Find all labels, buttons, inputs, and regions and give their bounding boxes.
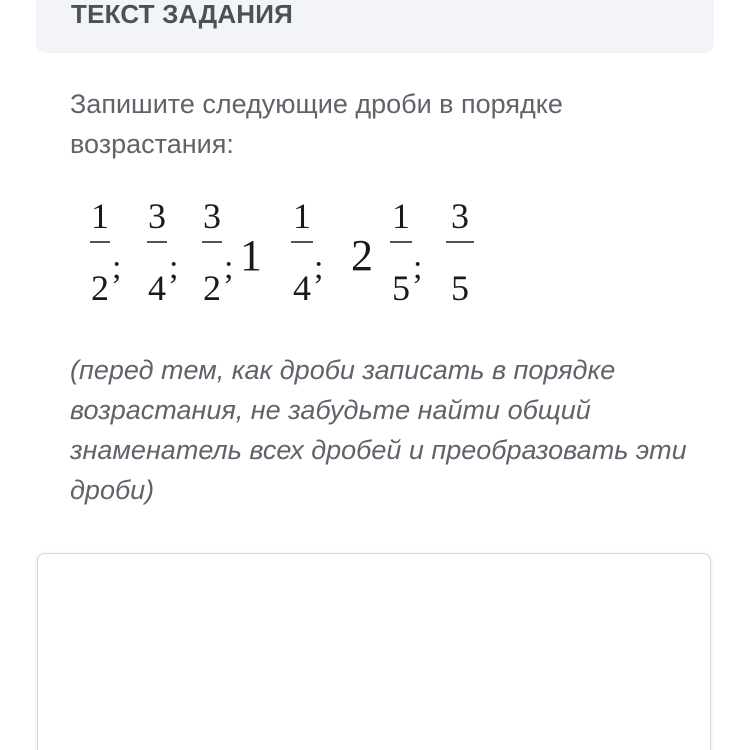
fraction-3-separator: ;	[224, 249, 234, 286]
fraction-1-denominator: 2	[91, 268, 109, 308]
fraction-6	[446, 196, 474, 308]
fraction-1-numerator: 1	[91, 196, 109, 236]
fraction-3-numerator: 3	[203, 196, 221, 236]
fraction-5-denominator: 5	[392, 268, 410, 308]
fraction-4-whole: 1	[240, 231, 262, 280]
fraction-3	[202, 196, 233, 308]
fractions-formula	[78, 196, 498, 316]
fraction-5-numerator: 1	[392, 196, 410, 236]
fraction-6-numerator: 3	[451, 196, 469, 236]
fraction-2-numerator: 3	[148, 196, 166, 236]
fraction-5-separator: ;	[413, 249, 423, 286]
task-header	[36, 0, 714, 53]
fraction-1-separator: ;	[112, 249, 122, 286]
task-header-title: ТЕКСТ ЗАДАНИЯ	[71, 0, 294, 29]
fraction-6-denominator: 5	[451, 268, 469, 308]
fraction-4-numerator: 1	[293, 196, 311, 236]
fraction-5	[351, 196, 422, 308]
fraction-4	[240, 196, 323, 308]
fraction-5-whole: 2	[351, 231, 373, 280]
fraction-3-denominator: 2	[203, 268, 221, 308]
answer-input-box[interactable]	[37, 553, 711, 750]
fraction-2-separator: ;	[169, 249, 179, 286]
task-hint: (перед тем, как дроби записать в порядке возрастания, не забудьте найти общий знаменатель всех дробей и преобразовать эти дроби)	[70, 355, 687, 505]
fraction-4-separator: ;	[314, 249, 324, 286]
fraction-2	[147, 196, 178, 308]
fraction-4-denominator: 4	[293, 268, 311, 308]
fraction-2-denominator: 4	[148, 268, 166, 308]
fraction-1	[90, 196, 121, 308]
task-text: Запишите следующие дроби в порядке возрастания:	[70, 89, 563, 159]
